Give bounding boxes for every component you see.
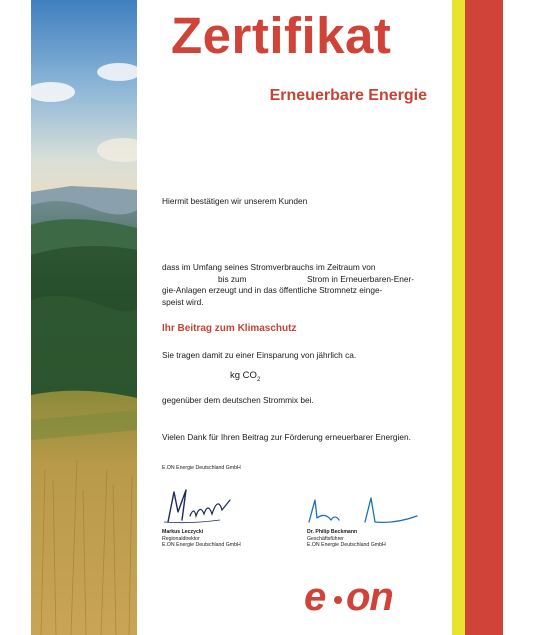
certificate-subtitle: Erneuerbare Energie: [269, 87, 427, 104]
signatory-2-company: E.ON Energie Deutschland GmbH: [307, 542, 386, 548]
signatory-2-name: Dr. Philip Beckmann: [307, 529, 358, 535]
svg-text:on: on: [346, 578, 393, 619]
company-name: E.ON Energie Deutschland GmbH: [162, 465, 241, 471]
thanks-text: Vielen Dank für Ihren Beitrag zur Förderung erneuerbarer Energien.: [162, 432, 411, 442]
period-line-3: gie-Anlagen erzeugt und in das öffentliche Stromnetz einge-: [162, 285, 383, 295]
signatory-2: [307, 529, 386, 549]
compare-text: gegenüber dem deutschen Strommix bei.: [162, 395, 314, 405]
eon-logo: [302, 578, 427, 620]
period-line-1: dass im Umfang seines Stromverbrauchs im Zeitraum von: [162, 262, 376, 272]
intro-text: Hiermit bestätigen wir unserem Kunden: [162, 196, 308, 206]
signatory-1: [162, 529, 241, 549]
signatory-1-name: Markus Leczycki: [162, 529, 204, 535]
certificate-title: Zertifikat: [171, 7, 392, 64]
signature-beckmann: [305, 492, 420, 526]
svg-text:e: e: [304, 578, 326, 619]
landscape-photo: [31, 0, 137, 635]
period-line-2b: Strom in Erneuerbaren-Ener-: [307, 273, 414, 284]
signatory-2-role: Geschäftsführer: [307, 535, 344, 542]
yellow-stripe: [452, 0, 465, 635]
red-stripe: [465, 0, 503, 635]
period-line-4: speist wird.: [162, 296, 204, 307]
signatory-1-company: E.ON Energie Deutschland GmbH: [162, 542, 241, 548]
signatory-1-role: Regionaldirektor: [162, 535, 200, 542]
climate-heading: Ihr Beitrag zum Klimaschutz: [162, 323, 297, 334]
signature-leczycki: [160, 486, 240, 526]
savings-text: Sie tragen damit zu einer Einsparung von jährlich ca.: [162, 350, 357, 360]
period-line-2a: bis zum: [218, 273, 247, 284]
co2-unit: kg $CO_2$: [230, 370, 261, 383]
